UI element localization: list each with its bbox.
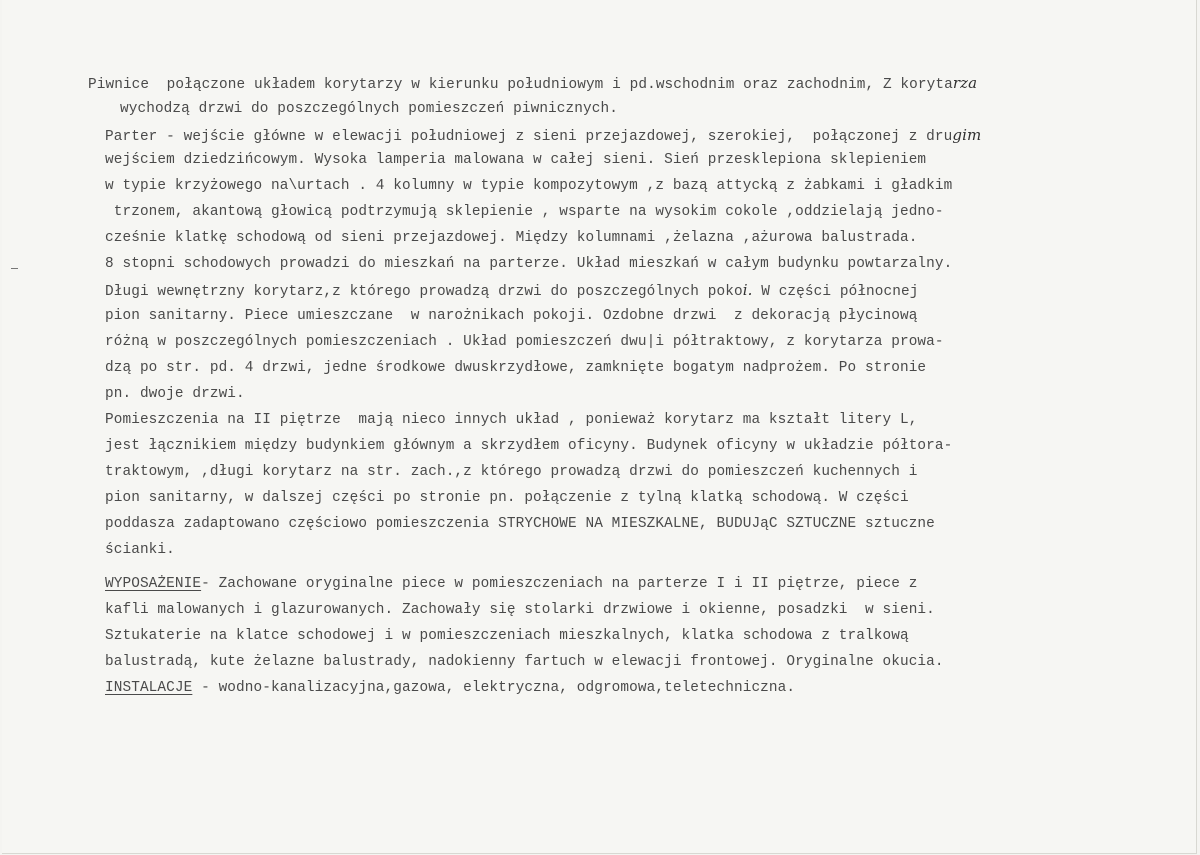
section-label-wyposazenie: WYPOSAŻENIE	[105, 576, 202, 592]
text-line: Sztukaterie na klatce schodowej i w pomieszczeniach mieszkalnych, klatka schodowa z tralkową	[105, 628, 909, 644]
text-line: poddasza zadaptowano częściowo pomieszczenia STRYCHOWE NA MIESZKALNE, BUDUJąC SZTUCZNE sztuczne	[105, 516, 935, 532]
text-line: kafli malowanych i glazurowanych. Zachowały się stolarki drzwiowe i okienne, posadzki w sieni.	[105, 602, 935, 618]
handwritten-correction: i.	[742, 281, 753, 299]
handwritten-correction: gim	[952, 126, 982, 144]
handwritten-correction: rza	[952, 74, 978, 92]
text-line: pion sanitarny, w dalszej części po stronie pn. połączenie z tylną klatką schodową. W części	[105, 490, 909, 506]
text-line: balustradą, kute żelazne balustrady, nadokienny fartuch w elewacji frontowej. Oryginalne okucia.	[105, 654, 944, 670]
text-line: Długi wewnętrzny korytarz,z którego prowadzą drzwi do poszczególnych pokoi. W części północnej	[105, 281, 919, 300]
margin-mark	[11, 268, 18, 269]
text-line: trzonem, akantową głowicą podtrzymują sklepienie , wsparte na wysokim cokole ,oddzielają jedno-	[105, 204, 944, 220]
text-line: Parter - wejście główne w elewacji południowej z sieni przejazdowej, szerokiej, połączonej z drugim	[105, 126, 982, 145]
text-line: wychodzą drzwi do poszczególnych pomieszczeń piwnicznych.	[120, 101, 618, 117]
text-line: INSTALACJE - wodno-kanalizacyjna,gazowa, elektryczna, odgromowa,teletechniczna.	[105, 680, 796, 696]
text-line: Piwnice połączone układem korytarzy w kierunku południowym i pd.wschodnim oraz zachodnim, Z korytarza	[88, 74, 978, 93]
text-line: różną w poszczególnych pomieszczeniach . Układ pomieszczeń dwu|i półtraktowy, z korytarza prowa-	[105, 334, 944, 350]
text-line: Pomieszczenia na II piętrze mają nieco innych układ , ponieważ korytarz ma kształt litery L,	[105, 412, 918, 428]
text-line: 8 stopni schodowych prowadzi do mieszkań na parterze. Układ mieszkań w całym budynku powtarzalny.	[105, 256, 953, 272]
text-line: ścianki.	[105, 542, 175, 558]
text-line: cześnie klatkę schodową od sieni przejazdowej. Między kolumnami ,żelazna ,ażurowa balustrada.	[105, 230, 918, 246]
text-line: jest łącznikiem między budynkiem głównym a skrzydłem oficyny. Budynek oficyny w układzie półtora-	[105, 438, 953, 454]
text-line: pion sanitarny. Piece umieszczane w narożnikach pokoji. Ozdobne drzwi z dekoracją płycinową	[105, 308, 918, 324]
text-line: dzą po str. pd. 4 drzwi, jedne środkowe dwuskrzydłowe, zamknięte bogatym nadprożem. Po stronie	[105, 360, 927, 376]
text-line: wejściem dziedzińcowym. Wysoka lamperia malowana w całej sieni. Sień przesklepiona sklepieniem	[105, 152, 927, 168]
text-line: pn. dwoje drzwi.	[105, 386, 245, 402]
text-line: traktowym, ,długi korytarz na str. zach.,z którego prowadzą drzwi do pomieszczeń kuchennych i	[105, 464, 918, 480]
section-label-instalacje: INSTALACJE	[105, 680, 193, 696]
typewritten-card	[2, 0, 1197, 854]
text-line: WYPOSAŻENIE- Zachowane oryginalne piece w pomieszczeniach na parterze I i II piętrze, piece z	[105, 576, 918, 592]
text-line: w typie krzyżowego na\urtach . 4 kolumny w typie kompozytowym ,z bazą attycką z żabkami i gładkim	[105, 178, 953, 194]
